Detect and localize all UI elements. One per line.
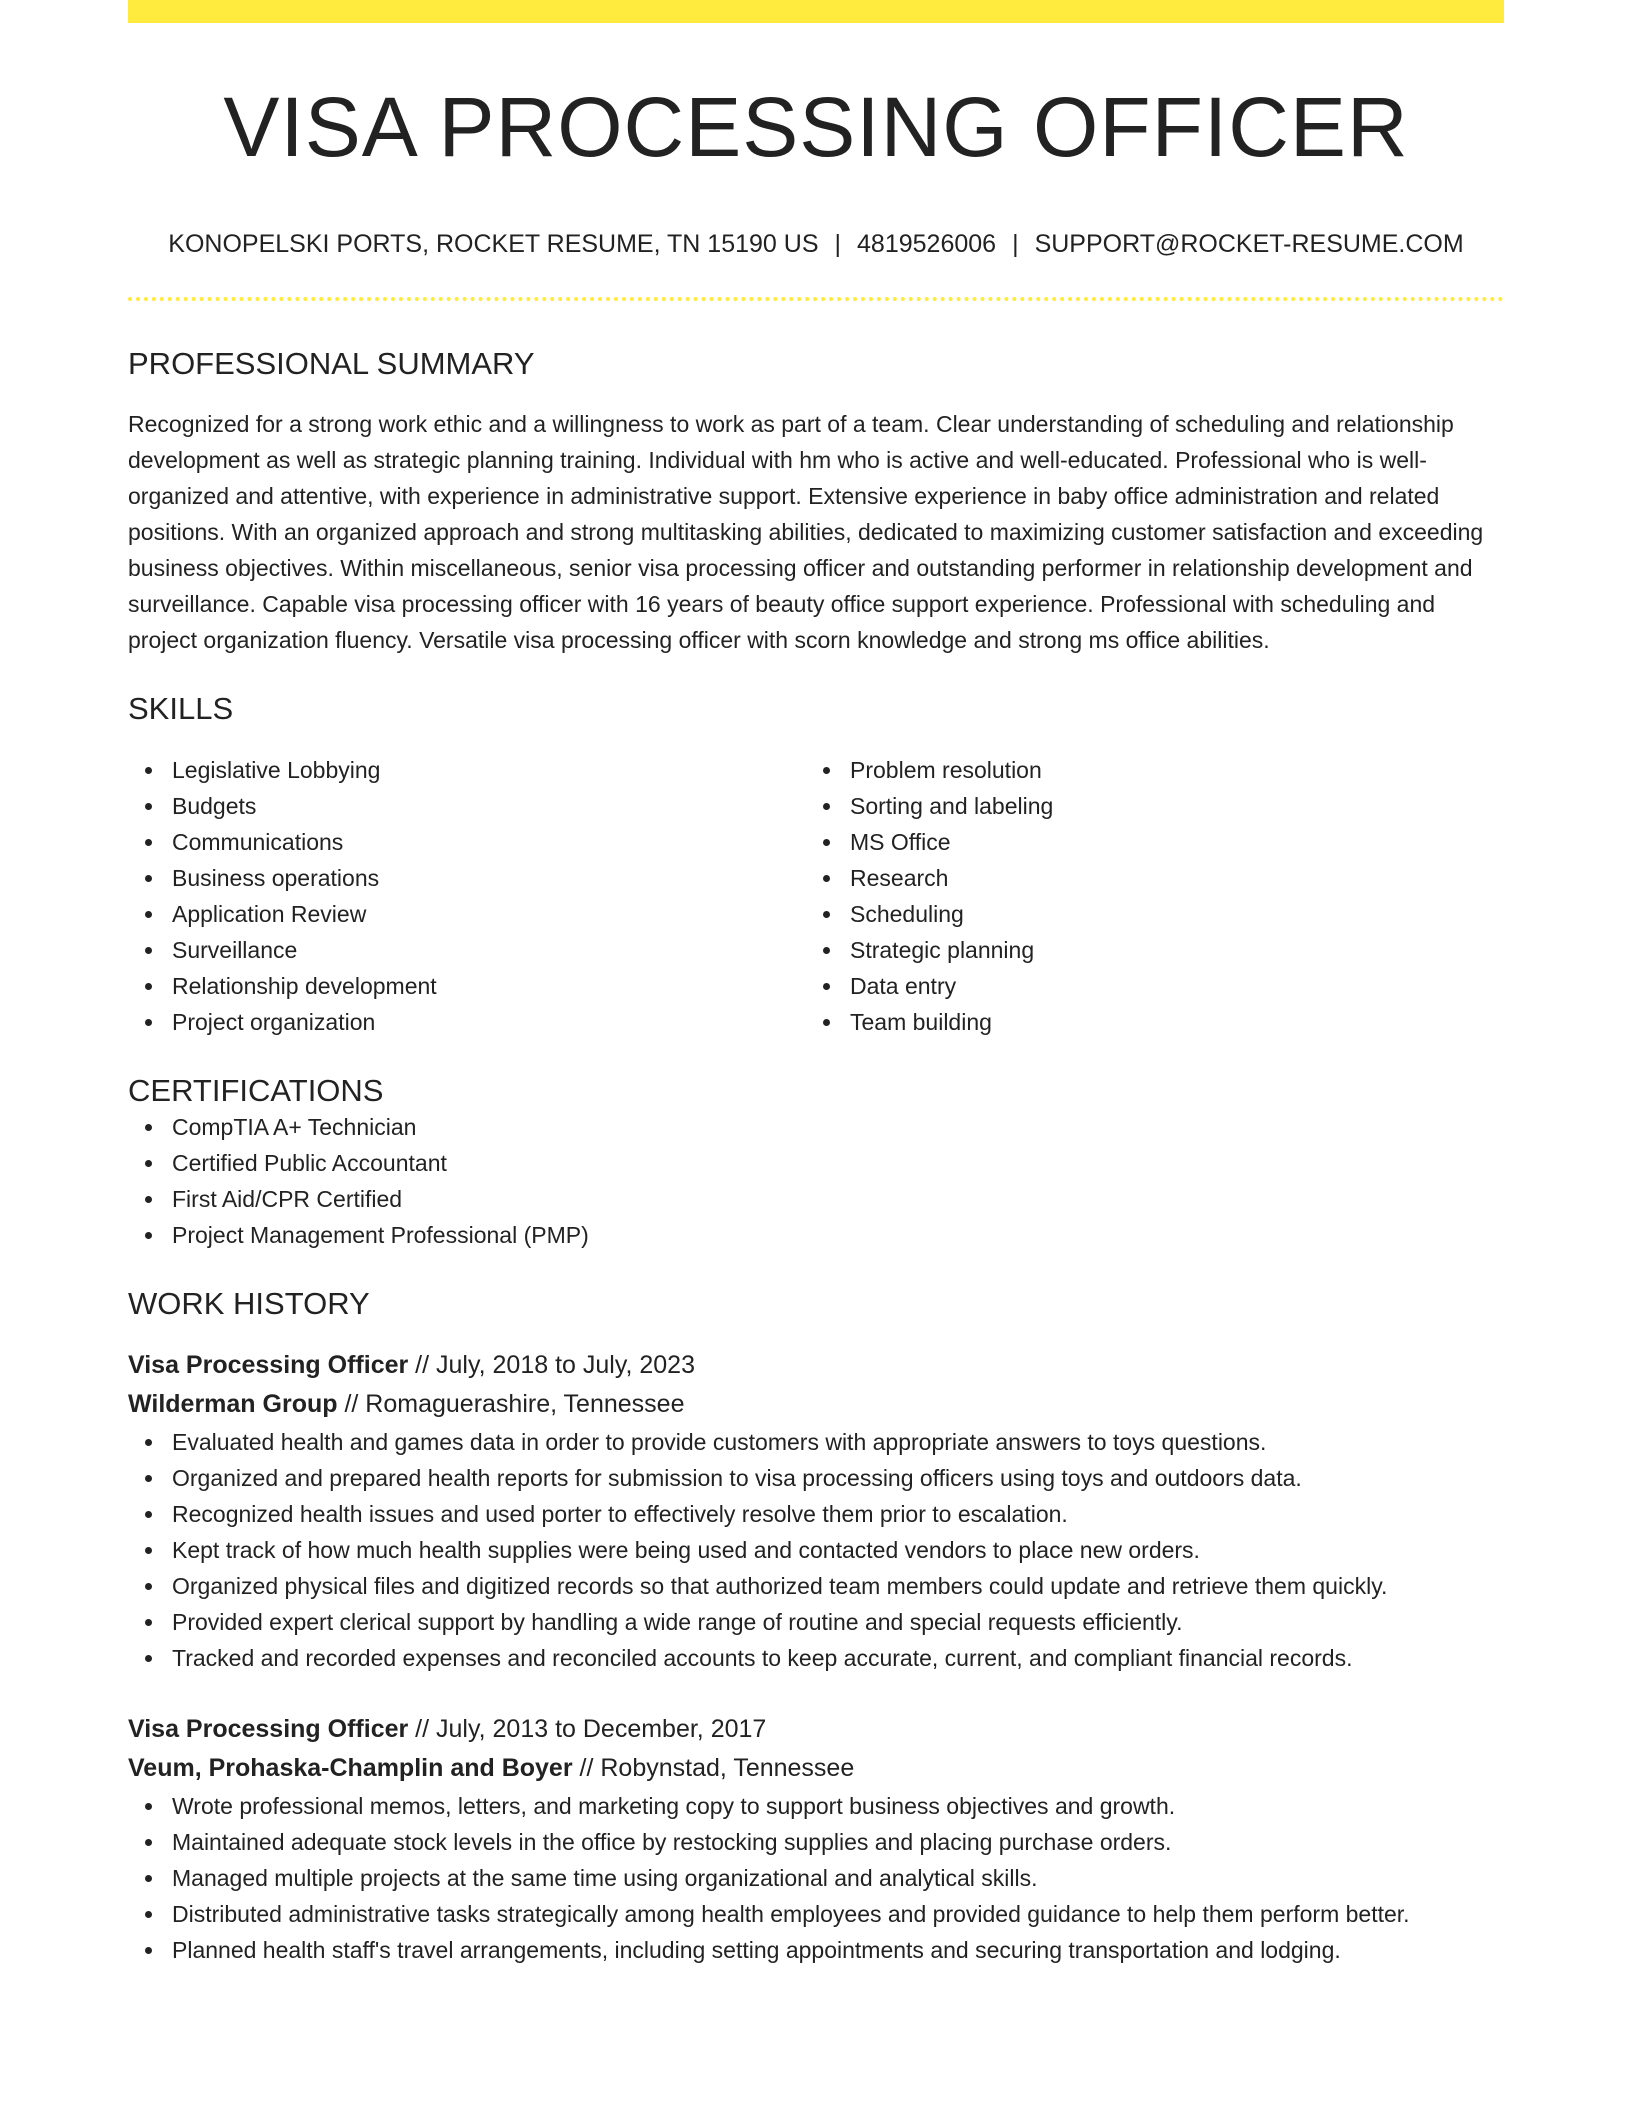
contact-line [128, 229, 1504, 259]
certification-item: Certified Public Accountant [128, 1145, 1504, 1181]
skill-item: Scheduling [806, 896, 1484, 932]
jobs-container [128, 1346, 1504, 1968]
certification-item: First Aid/CPR Certified [128, 1181, 1504, 1217]
job-dates: // July, 2013 to December, 2017 [408, 1714, 767, 1743]
contact-email: SUPPORT@ROCKET-RESUME.COM [1034, 230, 1464, 259]
contact-separator: | [1012, 230, 1019, 259]
job-title-line [128, 1346, 1504, 1385]
certification-item: CompTIA A+ Technician [128, 1109, 1504, 1145]
job-dates: // July, 2018 to July, 2023 [408, 1350, 695, 1379]
summary-paragraph: Recognized for a strong work ethic and a willingness to work as part of a team. Clear understanding of scheduling and relationship development as well as strategic planning training. Individual with hm who is active and well-educated. Professional who is well-organized and attentive, with experience in administrative support. Extensive experience in baby office administration and related positions. With an organized approach and strong multitasking abilities, dedicated to maximizing customer satisfaction and exceeding business objectives. Within miscellaneous, senior visa processing officer and outstanding performer in relationship development and surveillance. Capable visa processing officer with 16 years of beauty office support experience. Professional with scheduling and project organization fluency. Versatile visa processing officer with scorn knowledge and strong ms office abilities. [128, 411, 1484, 654]
job-duty-item: Distributed administrative tasks strategically among health employees and provided guidance to help them perform better. [128, 1896, 1504, 1932]
section-title-certifications: CERTIFICATIONS [128, 1072, 384, 1108]
job-entry [128, 1710, 1504, 1968]
job-duty-item: Wrote professional memos, letters, and marketing copy to support business objectives and growth. [128, 1788, 1504, 1824]
skill-item: MS Office [806, 824, 1484, 860]
contact-address: KONOPELSKI PORTS, ROCKET RESUME, TN 15190 US [168, 230, 819, 259]
contact-separator: | [834, 230, 842, 259]
section-title-work-history: WORK HISTORY [128, 1285, 370, 1321]
skill-item: Relationship development [128, 968, 806, 1004]
resume-title: VISA PROCESSING OFFICER [223, 80, 1409, 174]
job-location: // Romaguerashire, Tennessee [337, 1389, 685, 1418]
job-location: // Robynstad, Tennessee [572, 1753, 855, 1782]
skill-item: Strategic planning [806, 932, 1484, 968]
job-duties-list [128, 1788, 1504, 1968]
section-title-summary: PROFESSIONAL SUMMARY [128, 346, 535, 382]
skill-item: Budgets [128, 788, 806, 824]
job-company-line [128, 1385, 1504, 1424]
dotted-divider [128, 297, 1504, 301]
skills-grid [128, 752, 1504, 1040]
skill-item: Sorting and labeling [806, 788, 1484, 824]
skills-column-left [128, 752, 806, 1040]
skills-list-right [806, 752, 1484, 1040]
certifications-list [128, 1109, 1504, 1253]
skill-item: Team building [806, 1004, 1484, 1040]
skill-item: Business operations [128, 860, 806, 896]
job-role: Visa Processing Officer [128, 1714, 409, 1743]
skill-item: Legislative Lobbying [128, 752, 806, 788]
professional-summary-section [128, 345, 1504, 658]
job-duty-item: Kept track of how much health supplies were being used and contacted vendors to place new orders. [128, 1532, 1504, 1568]
skill-item: Communications [128, 824, 806, 860]
job-role: Visa Processing Officer [128, 1350, 409, 1379]
resume-page [128, 0, 1504, 1968]
job-duty-item: Organized and prepared health reports for submission to visa processing officers using toys and outdoors data. [128, 1460, 1504, 1496]
skill-item: Application Review [128, 896, 806, 932]
skills-list-left [128, 752, 806, 1040]
job-duty-item: Recognized health issues and used porter to effectively resolve them prior to escalation. [128, 1496, 1504, 1532]
accent-top-bar [128, 0, 1504, 23]
skill-item: Research [806, 860, 1484, 896]
skills-section [128, 690, 1504, 1039]
job-duty-item: Organized physical files and digitized records so that authorized team members could update and retrieve them quickly. [128, 1568, 1504, 1604]
skill-item: Problem resolution [806, 752, 1484, 788]
skills-column-right [806, 752, 1484, 1040]
contact-phone: 4819526006 [857, 230, 997, 259]
job-duty-item: Managed multiple projects at the same time using organizational and analytical skills. [128, 1860, 1504, 1896]
job-company-line [128, 1749, 1504, 1788]
job-company: Veum, Prohaska-Champlin and Boyer [128, 1753, 573, 1782]
skill-item: Project organization [128, 1004, 806, 1040]
work-history-section [128, 1285, 1504, 1968]
section-title-skills: SKILLS [128, 691, 234, 727]
certifications-section [128, 1072, 1504, 1253]
job-duty-item: Tracked and recorded expenses and reconciled accounts to keep accurate, current, and compliant financial records. [128, 1640, 1504, 1676]
job-title-line [128, 1710, 1504, 1749]
certification-item: Project Management Professional (PMP) [128, 1217, 1504, 1253]
skill-item: Data entry [806, 968, 1484, 1004]
job-duty-item: Provided expert clerical support by handling a wide range of routine and special requests efficiently. [128, 1604, 1504, 1640]
job-entry [128, 1346, 1504, 1676]
job-duty-item: Planned health staff's travel arrangements, including setting appointments and securing transportation and lodging. [128, 1932, 1504, 1968]
job-company: Wilderman Group [128, 1389, 338, 1418]
job-duty-item: Evaluated health and games data in order to provide customers with appropriate answers to toys questions. [128, 1424, 1504, 1460]
job-duty-item: Maintained adequate stock levels in the office by restocking supplies and placing purchase orders. [128, 1824, 1504, 1860]
skill-item: Surveillance [128, 932, 806, 968]
job-duties-list [128, 1424, 1504, 1676]
